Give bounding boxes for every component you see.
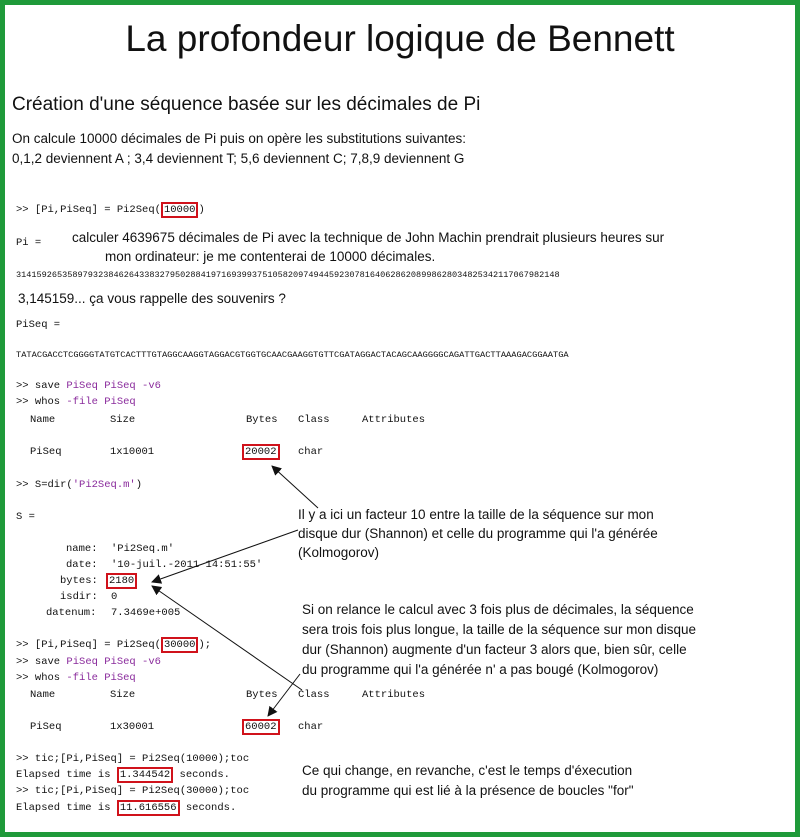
pi-note-line-1: calculer 4639675 décimales de Pi avec la technique de John Machin prendrait plusieurs heures sur (72, 230, 665, 245)
tic-command-2: >> tic;[Pi,PiSeq] = Pi2Seq(30000);toc (16, 785, 250, 797)
command-args: -file PiSeq (66, 396, 136, 408)
command-text: >> [Pi,PiSeq] = Pi2Seq( (16, 639, 161, 651)
slide-subtitle: Création d'une séquence basée sur les décimales de Pi (12, 94, 481, 115)
intro-line-2: 0,1,2 deviennent A ; 3,4 deviennent T; 5,6 deviennent C; 7,8,9 deviennent G (12, 151, 465, 166)
table2-header-class: Class (298, 689, 330, 701)
row1-size: 1x10001 (110, 446, 155, 458)
pi-memory-note: 3,145159... ça vous rappelle des souvenirs ? (18, 291, 286, 306)
command-text: >> whos (16, 396, 67, 408)
table-header-name: Name (30, 414, 56, 426)
pi-note-line-2: mon ordinateur: je me contenterai de 10000 décimales. (105, 249, 436, 264)
highlight-10000: 10000 (161, 202, 199, 218)
kolmogorov-note-line-2: disque dur (Shannon) et celle du programme qui l'a générée (298, 526, 658, 541)
struct-datenum-val: 7.3469e+005 (111, 607, 181, 619)
table-header-bytes: Bytes (246, 414, 278, 426)
command-text: >> save (16, 380, 67, 392)
struct-date-key: date: (66, 559, 98, 571)
elapsed-highlight-1: 1.344542 (117, 767, 173, 783)
command-text: >> S=dir( (16, 479, 73, 491)
table2-header-size: Size (110, 689, 136, 701)
kolmogorov-note-line-1: Il y a ici un facteur 10 entre la taille de la séquence sur mon (298, 507, 654, 522)
command-text: >> save (16, 656, 67, 668)
table2-header-bytes: Bytes (246, 689, 278, 701)
triple-note-line-1: Si on relance le calcul avec 3 fois plus de décimales, la séquence (302, 602, 694, 617)
elapsed-text: seconds. (173, 769, 230, 781)
triple-note-line-2: sera trois fois plus longue, la taille de la séquence sur mon disque (302, 622, 696, 637)
struct-isdir-val: 0 (111, 591, 118, 603)
triple-note-line-3: dur (Shannon) augmente d'un facteur 3 alors que, bien sûr, celle (302, 642, 687, 657)
pi-digits: 3141592653589793238462643383279502884197169399375105820974944592307816406286208998628034825342117067982148 (16, 270, 560, 280)
row2-bytes-highlight: 60002 (242, 719, 280, 735)
elapsed-highlight-2: 11.616556 (117, 800, 180, 816)
struct-bytes-key: bytes: (60, 575, 98, 587)
command-text: >> whos (16, 672, 67, 684)
table-header-size: Size (110, 414, 136, 426)
row2-size: 1x30001 (110, 721, 155, 733)
piseq-label: PiSeq = (16, 319, 61, 331)
elapsed-text: seconds. (179, 802, 237, 814)
piseq-value: TATACGACCTCGGGGTATGTCACTTTGTAGGCAAGGTAGGACGTGGTGCAACGAAGGTGTTCGATAGGACTACAGCAAGGGGCAGATTGACTTAAAGACGGAATGA (16, 350, 569, 360)
elapsed-text: Elapsed time is (16, 769, 117, 781)
slide-title: La profondeur logique de Bennett (125, 18, 675, 59)
command-args: -file PiSeq (66, 672, 136, 684)
time-note-line-1: Ce qui change, en revanche, c'est le temps d'éxecution (302, 763, 633, 778)
tic-command-1: >> tic;[Pi,PiSeq] = Pi2Seq(10000);toc (16, 753, 250, 765)
table-header-attributes: Attributes (362, 414, 426, 426)
command-args: 'Pi2Seq.m' (72, 479, 136, 491)
kolmogorov-note-line-3: (Kolmogorov) (298, 545, 380, 560)
command-text: ) (135, 479, 143, 491)
arrow-to-bytes-2180 (152, 530, 298, 582)
row2-name: PiSeq (30, 721, 62, 733)
highlight-30000: 30000 (161, 637, 199, 653)
command-text: >> [Pi,PiSeq] = Pi2Seq( (16, 204, 161, 216)
table-header-class: Class (298, 414, 330, 426)
arrow-to-bytes-60002 (268, 674, 300, 716)
s-label: S = (16, 511, 35, 523)
struct-bytes-highlight: 2180 (106, 573, 137, 589)
struct-name-key: name: (66, 543, 98, 555)
arrow-to-bytes-20002 (272, 466, 318, 508)
elapsed-text: Elapsed time is (16, 802, 117, 814)
row1-name: PiSeq (30, 446, 62, 458)
row1-bytes-highlight: 20002 (242, 444, 280, 460)
triple-note-line-4: du programme qui l'a générée n' a pas bougé (Kolmogorov) (302, 662, 659, 677)
row1-class: char (298, 446, 324, 458)
row2-class: char (298, 721, 324, 733)
struct-name-val: 'Pi2Seq.m' (111, 543, 175, 555)
command-text: ); (198, 639, 212, 651)
struct-isdir-key: isdir: (60, 591, 98, 603)
table2-header-name: Name (30, 689, 56, 701)
pi-label: Pi = (16, 237, 42, 249)
intro-line-1: On calcule 10000 décimales de Pi puis on opère les substitutions suivantes: (12, 131, 467, 146)
command-text: ) (198, 204, 205, 216)
time-note-line-2: du programme qui est lié à la présence de boucles "for" (302, 783, 634, 798)
command-args: PiSeq PiSeq -v6 (66, 380, 161, 392)
table2-header-attributes: Attributes (362, 689, 426, 701)
struct-datenum-key: datenum: (46, 607, 97, 619)
command-args: PiSeq PiSeq -v6 (66, 656, 161, 668)
arrow-to-2180-from-triple (152, 586, 302, 690)
struct-date-val: '10-juil.-2011 14:51:55' (111, 559, 263, 571)
